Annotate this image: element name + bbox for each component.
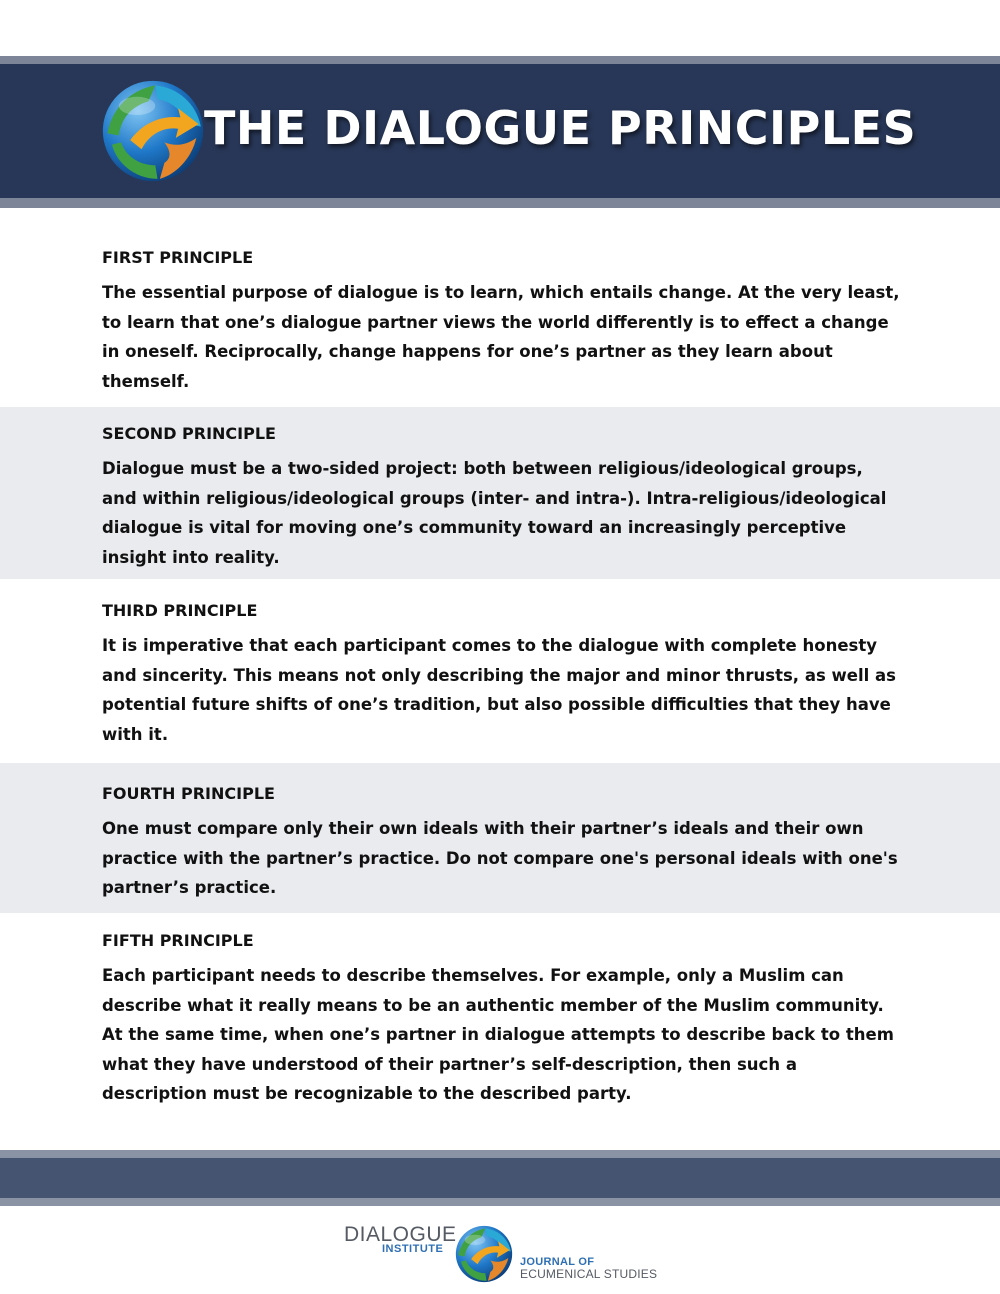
- principle-section: [0, 763, 1000, 913]
- dialogue-institute-logo-text: DIALOGUE: [344, 1223, 457, 1246]
- principle-heading: THIRD PRINCIPLE: [102, 601, 258, 620]
- principle-body: It is imperative that each participant comes to the dialogue with complete honesty and sincerity. This means not only describing the major and minor thrusts, as well as potential future shifts of one’s tradition, but also possible difficulties that they have with it.: [102, 636, 896, 744]
- globe-arrows-icon: [96, 74, 210, 188]
- principle-heading: FIRST PRINCIPLE: [102, 248, 254, 267]
- header-top-stripe: [0, 56, 1000, 64]
- footer-bottom-stripe: [0, 1198, 1000, 1206]
- principle-body: One must compare only their own ideals with their partner’s ideals and their own practice with the partner’s practice. Do not compare one's personal ideals with one's partner’s practice.: [102, 819, 898, 897]
- principle-section: [0, 579, 1000, 763]
- dialogue-institute-logo-subtext: INSTITUTE: [382, 1243, 444, 1255]
- principle-section: [0, 913, 1000, 1150]
- principle-heading: FOURTH PRINCIPLE: [102, 784, 275, 803]
- principle-body: Dialogue must be a two-sided project: both between religious/ideological groups, and within religious/ideological groups (inter- and intra-). Intra-religious/ideological dialogue is vital for moving one’s community toward an increasingly perceptive insight into reality.: [102, 459, 887, 567]
- principle-section: [0, 240, 1000, 407]
- header-bottom-stripe: [0, 198, 1000, 208]
- principle-body: Each participant needs to describe themselves. For example, only a Muslim can describe what it really means to be an authentic member of the Muslim community. At the same time, when one’s partner in dialogue attempts to describe back to them what they have understood of their partner’s self-description, then such a description must be recognizable to the described party.: [102, 966, 894, 1103]
- footer-top-stripe: [0, 1150, 1000, 1158]
- principle-heading: SECOND PRINCIPLE: [102, 424, 276, 443]
- journal-logo-subtext: ECUMENICAL STUDIES: [520, 1267, 658, 1281]
- principle-section: [0, 407, 1000, 579]
- page-title: THE DIALOGUE PRINCIPLES: [204, 101, 917, 155]
- footer-bar: [0, 1158, 1000, 1198]
- principle-body: The essential purpose of dialogue is to learn, which entails change. At the very least, to learn that one’s dialogue partner views the world differently is to effect a change in oneself. Reciprocally, change happens for one’s partner as they learn about themself.: [102, 283, 900, 391]
- globe-arrows-icon: [452, 1222, 516, 1286]
- journal-logo-text: JOURNAL OF: [520, 1256, 595, 1268]
- principle-heading: FIFTH PRINCIPLE: [102, 931, 254, 950]
